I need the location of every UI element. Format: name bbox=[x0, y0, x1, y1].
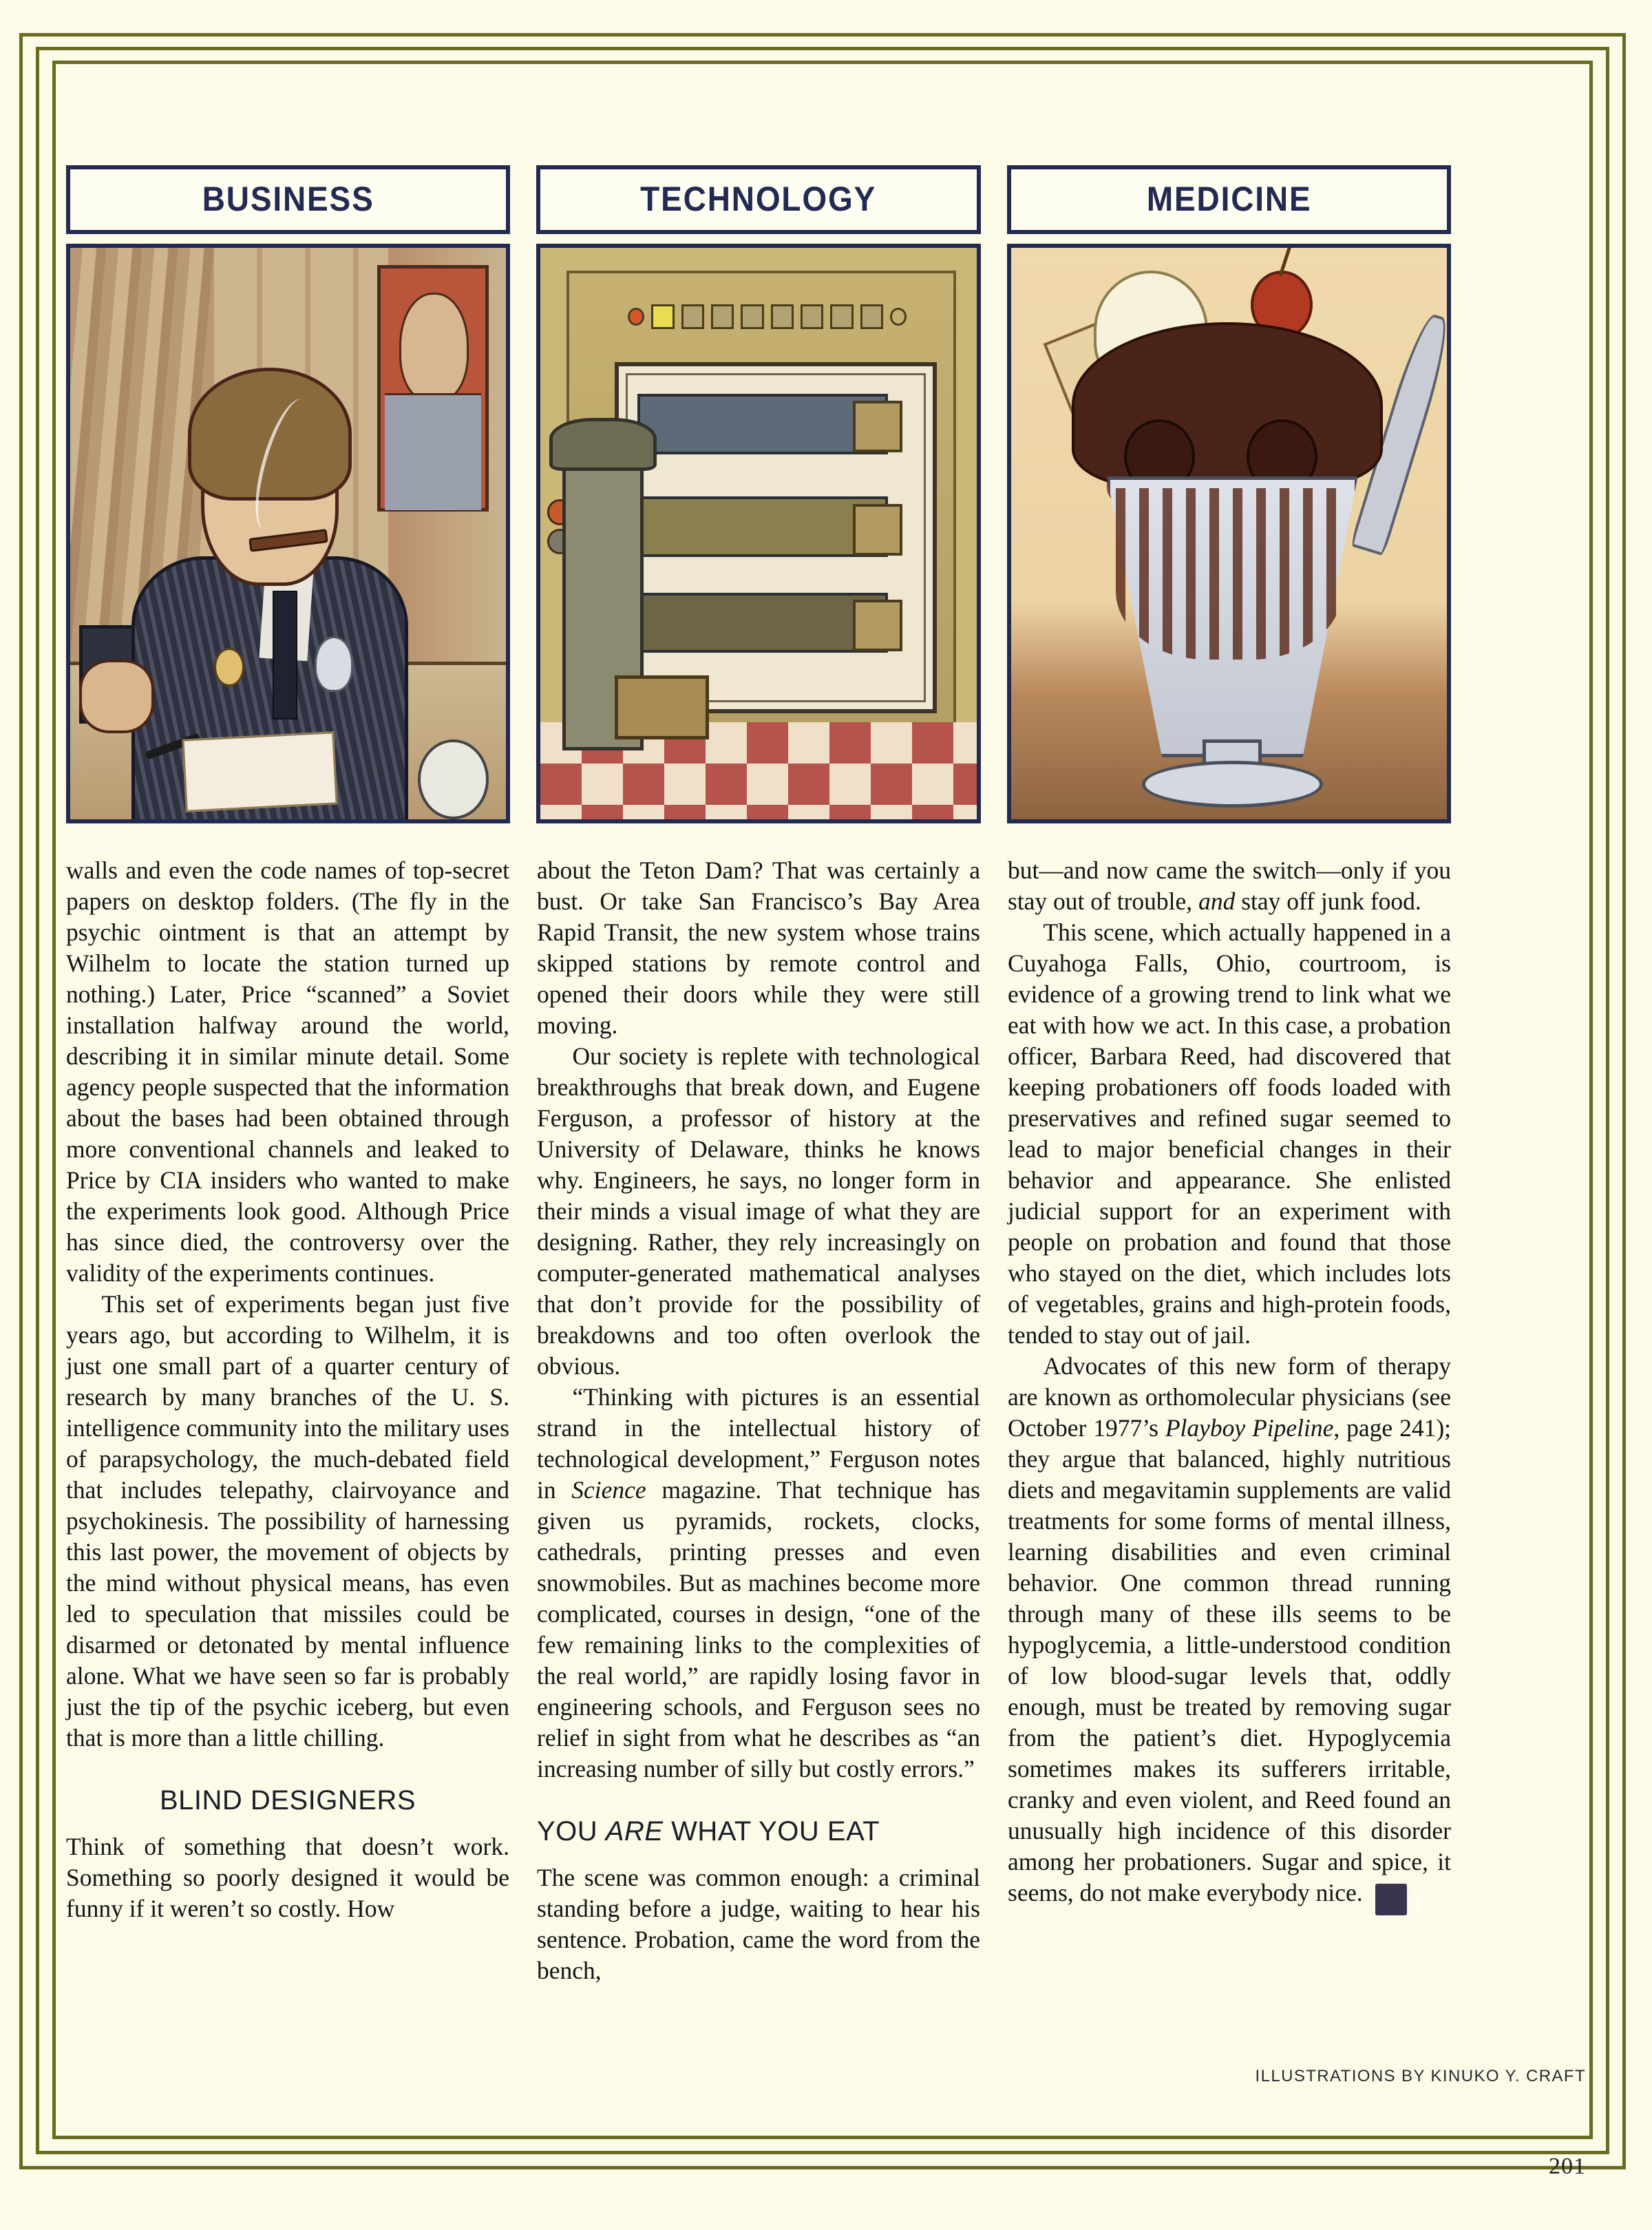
text-after-emphasis: stay off junk food. bbox=[1235, 887, 1421, 915]
paragraph-with-citation bbox=[537, 1382, 980, 1785]
page-content bbox=[66, 165, 1451, 1986]
panel-business-header bbox=[66, 165, 510, 234]
paragraph-with-citation bbox=[1008, 1351, 1451, 1915]
quote-text-before: “Thinking with pictures is an essential strand in the intellectual history of technological development,” Ferguson notes in bbox=[537, 1383, 980, 1504]
paragraph-with-emphasis bbox=[1008, 855, 1451, 917]
category-panels bbox=[66, 165, 1451, 823]
emphasis-word: and bbox=[1198, 887, 1236, 915]
elevator-door bbox=[615, 362, 937, 713]
panel-technology-title: TECHNOLOGY bbox=[640, 180, 877, 218]
end-mark-rabbit-head-icon: Ɣ bbox=[1375, 1884, 1407, 1915]
column-three bbox=[1008, 855, 1451, 1986]
paragraph: This set of experiments began just five years ago, but according to Wilhelm, it is just one small part of a quarter century of research by many branches of the U. S. intelligence community into the military uses of parapsychology, the much-debated field that includes telepathy, clairvoyance and psychokinesis. The possibility of harnessing this last power, the movement of objects by the mind without physical means, has even led to speculation that missiles could be disarmed or detonated by mental influence alone. What we have seen so far is probably just the tip of the psychic iceberg, but even that is more than a little chilling. bbox=[66, 1290, 509, 1752]
citation-text-after: , page 241); they argue that balanced, highly nutritious diets and megavitamin supplements are valid treatments for some forms of mental illness, learning disabilities and even criminal behavior. One common thread running through many of these ills seems to be hypoglycemia, a little-understood condition of low blood-sugar levels that, oddly enough, must be treated by removing sugar from the patient’s diet. Hypoglycemia sometimes makes its sufferers irritable, cranky and even violent, and Reed found an unusually high incidence of this disorder among her probationers. Sugar and spice, it seems, do not make everybody nice. bbox=[1008, 1414, 1452, 1906]
panel-medicine-header bbox=[1007, 165, 1451, 234]
panel-technology-header bbox=[536, 165, 980, 234]
page-number: 201 bbox=[1549, 2154, 1586, 2179]
paragraph: Our society is replete with technological breakthroughs that break down, and Eugene Ferguson, a professor of history at the University of Delaware, thinks he knows why. Engineers, he says, no longer form in their minds a visual image of what they are designing. Rather, they rely increasingly on computer-generated mathematical analyses that don’t provide for the possibility of breakdowns and too often overlook the obvious. bbox=[537, 1042, 980, 1380]
illustration-credit: ILLUSTRATIONS BY KINUKO Y. CRAFT bbox=[1255, 2067, 1586, 2085]
floor-indicator-lights bbox=[628, 299, 907, 334]
panel-business bbox=[66, 165, 510, 823]
lapel-badge-icon bbox=[315, 636, 354, 692]
paragraph: The scene was common enough: a criminal standing before a judge, waiting to hear his sentence. Probation, came the word from the bench, bbox=[537, 1864, 980, 1984]
panel-technology bbox=[536, 165, 980, 823]
paragraph: about the Teton Dam? That was certainly a bust. Or take San Francisco’s Bay Area Rapid Transit, the new system whose trains skipped stations by remote control and opened their doors while they were still moving. bbox=[537, 856, 980, 1039]
panel-medicine bbox=[1007, 165, 1451, 823]
wristwatch-icon bbox=[214, 648, 244, 686]
paragraph: walls and even the code names of top-secret papers on desktop folders. (The fly in the psychic ointment is that an attempt by Wilhelm to locate the station turned up nothing.) Later, Price “scanned” a Soviet installation halfway around the world, describing it in similar minute detail. Some agency people suspected that the information about the bases had been obtained through more conventional channels and leaked to Price by CIA insiders who wanted to make the experiments look good. Although Price has since died, the controversy over the validity of the experiments continues. bbox=[66, 856, 509, 1287]
section-heading-blind-designers: BLIND DESIGNERS bbox=[159, 1785, 416, 1816]
column-two bbox=[537, 855, 980, 1986]
paragraph: This scene, which actually happened in a Cuyahoga Falls, Ohio, courtroom, is evidence of a growing trend to link what we eat with how we act. In this case, a probation officer, Barbara Reed, had discovered that keeping probationers off foods loaded with preservatives and refined sugar seemed to lead to major beneficial changes in their behavior and appearance. She enlisted judicial support for an experiment with people on probation and found that those who stayed on the diet, which includes lots of vegetables, grains and high-protein foods, tended to stay out of jail. bbox=[1008, 918, 1451, 1349]
publication-name: Playboy Pipeline bbox=[1165, 1414, 1334, 1442]
article-columns bbox=[66, 855, 1451, 1986]
heading-part-two: WHAT YOU EAT bbox=[663, 1816, 880, 1847]
heading-emphasis: ARE bbox=[605, 1816, 664, 1847]
panel-business-title: BUSINESS bbox=[202, 180, 374, 218]
magazine-name: Science bbox=[571, 1476, 646, 1504]
elevator-with-sideways-people-illustration bbox=[536, 244, 980, 823]
ice-cream-sundae-skull-illustration bbox=[1007, 244, 1451, 823]
quote-text-after: magazine. That technique has given us pyramids, rockets, clocks, cathedrals, printing presses and even snowmobiles. But as machines become more complicated, courses in design, “one of the few remaining links to the complexities of the real world,” are rapidly losing favor in engineering schools, and Ferguson sees no relief in sight from what he describes as “an increasing number of silly but costly errors.” bbox=[537, 1476, 980, 1782]
briefcase-icon bbox=[615, 675, 709, 739]
section-heading-you-are-what-you-eat bbox=[537, 1816, 980, 1847]
text-before-emphasis: but—and now came the switch—only if you stay out of trouble, bbox=[1008, 856, 1451, 915]
wall-portrait-icon bbox=[377, 265, 489, 512]
column-one bbox=[66, 855, 509, 1986]
citation-text-before: Advocates of this new form of therapy are known as orthomolecular physicians (see October 1977’s bbox=[1008, 1352, 1451, 1442]
paragraph: Think of something that doesn’t work. Something so poorly designed it would be funny if it weren’t so costly. How bbox=[66, 1833, 509, 1922]
businessman-with-cigar-illustration bbox=[66, 244, 510, 823]
panel-medicine-title: MEDICINE bbox=[1146, 180, 1312, 218]
heading-part-one: YOU bbox=[537, 1816, 606, 1847]
fedora-hat-icon bbox=[549, 418, 657, 470]
